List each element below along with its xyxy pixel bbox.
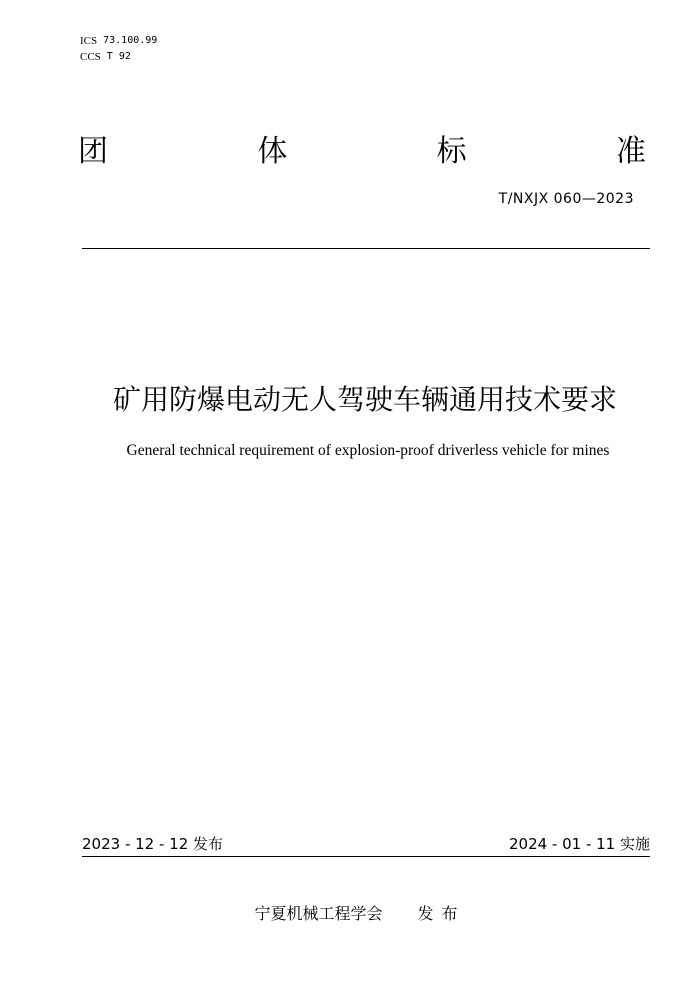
standard-type-char: 体 [257,134,288,169]
publisher-name: 宁夏机械工程学会 [254,904,383,923]
publish-action: 发布 [417,904,466,923]
header-divider [82,248,650,249]
ics-code-row [80,33,157,49]
ics-value: 73.100.99 [103,35,158,46]
ics-label: ICS [80,35,98,47]
ccs-code-row [80,49,157,65]
publisher-line [0,902,700,926]
standard-type-char: 准 [615,134,646,169]
publish-date: 2023 - 12 - 12 发布 [82,835,224,853]
ccs-value: T 92 [106,51,131,62]
standard-type-heading [78,132,646,172]
date-row [82,834,650,854]
implement-date: 2024 - 01 - 11 实施 [508,835,650,853]
standard-type-char: 团 [78,134,108,169]
standard-type-char: 标 [436,134,467,169]
classification-codes [80,33,157,65]
document-title-chinese: 矿用防爆电动无人驾驶车辆通用技术要求 [112,383,617,416]
ccs-label: CCS [80,51,101,63]
footer-divider [82,856,650,857]
document-title-english: General technical requirement of explosion-proof driverless vehicle for mines [126,442,610,459]
standard-number: T/NXJX 060—2023 [498,191,634,207]
